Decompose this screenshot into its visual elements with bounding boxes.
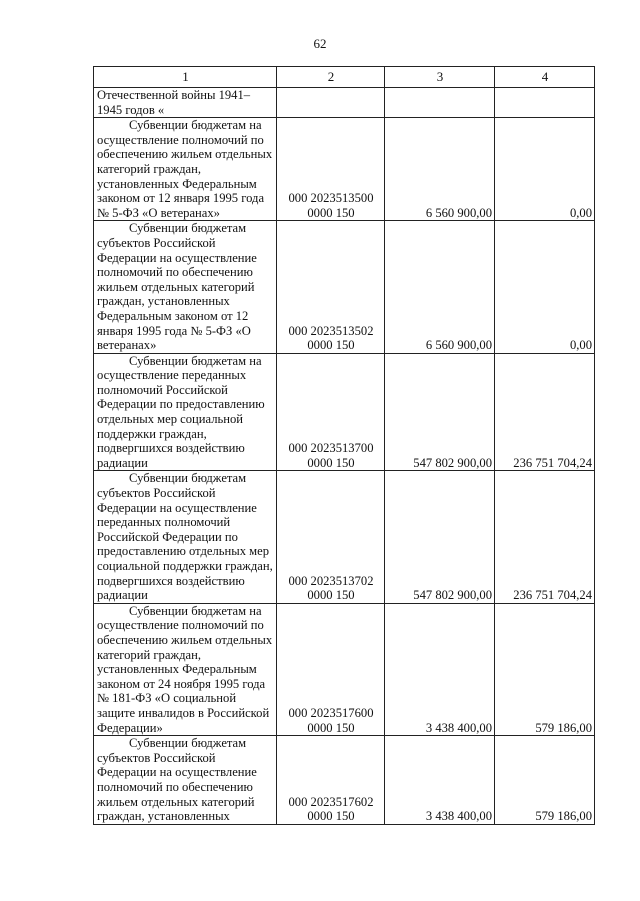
row-name bbox=[94, 471, 277, 603]
row-name-text: Субвенции бюджетам субъектов Российской Федерации на осуществление полномочий по обеспечению жильем отдельных категорий граждан, установленных Федеральным законом от 12 января 1995 года № 5-ФЗ «О ветеранах» bbox=[97, 221, 257, 353]
column-header: 1 bbox=[94, 67, 277, 88]
table-header-row bbox=[94, 67, 595, 88]
page-number: 62 bbox=[313, 36, 327, 51]
table-row bbox=[94, 118, 595, 221]
table-row bbox=[94, 353, 595, 471]
row-sum-planned bbox=[385, 88, 495, 118]
row-name bbox=[94, 118, 277, 221]
column-header: 4 bbox=[495, 67, 595, 88]
table-row bbox=[94, 471, 595, 603]
row-code: 000 2023513700 0000 150 bbox=[277, 353, 385, 471]
row-sum-executed bbox=[495, 88, 595, 118]
table-row bbox=[94, 221, 595, 353]
row-name bbox=[94, 603, 277, 735]
row-code bbox=[277, 88, 385, 118]
row-code: 000 2023513500 0000 150 bbox=[277, 118, 385, 221]
row-code: 000 2023513702 0000 150 bbox=[277, 471, 385, 603]
column-header: 3 bbox=[385, 67, 495, 88]
row-name-text: Субвенции бюджетам субъектов Российской Федерации на осуществление полномочий по обеспечению жильем отдельных категорий граждан, установленных bbox=[97, 736, 257, 824]
row-name-text: Субвенции бюджетам субъектов Российской Федерации на осуществление переданных полномочий Российской Федерации по предоставлению отдельных мер социальной поддержки граждан, подвергшихся воздействию радиации bbox=[97, 471, 273, 603]
row-sum-executed: 579 186,00 bbox=[495, 603, 595, 735]
table-row bbox=[94, 736, 595, 825]
row-sum-planned: 3 438 400,00 bbox=[385, 603, 495, 735]
row-sum-executed: 0,00 bbox=[495, 118, 595, 221]
row-sum-planned: 6 560 900,00 bbox=[385, 221, 495, 353]
row-sum-planned: 547 802 900,00 bbox=[385, 471, 495, 603]
row-name-text: Субвенции бюджетам на осуществление полномочий по обеспечению жильем отдельных категорий граждан, установленных Федеральным законом от 24 ноября 1995 года № 181-ФЗ «О социальной защите инвалидов в Российской Федерации» bbox=[97, 603, 273, 735]
row-sum-executed: 579 186,00 bbox=[495, 736, 595, 825]
row-sum-planned: 3 438 400,00 bbox=[385, 736, 495, 825]
budget-table bbox=[93, 66, 595, 825]
row-sum-planned: 6 560 900,00 bbox=[385, 118, 495, 221]
row-sum-executed: 0,00 bbox=[495, 221, 595, 353]
row-sum-planned: 547 802 900,00 bbox=[385, 353, 495, 471]
row-name-text: Отечественной войны 1941–1945 годов « bbox=[97, 88, 251, 117]
row-name bbox=[94, 736, 277, 825]
row-code: 000 2023517600 0000 150 bbox=[277, 603, 385, 735]
table-row bbox=[94, 88, 595, 118]
row-code: 000 2023513502 0000 150 bbox=[277, 221, 385, 353]
row-name-text: Субвенции бюджетам на осуществление переданных полномочий Российской Федерации по предоставлению отдельных мер социальной поддержки граждан, подвергшихся воздействию радиации bbox=[97, 353, 265, 470]
table-row bbox=[94, 603, 595, 735]
row-sum-executed: 236 751 704,24 bbox=[495, 471, 595, 603]
row-sum-executed: 236 751 704,24 bbox=[495, 353, 595, 471]
row-name bbox=[94, 88, 277, 118]
row-name bbox=[94, 353, 277, 471]
column-header: 2 bbox=[277, 67, 385, 88]
row-code: 000 2023517602 0000 150 bbox=[277, 736, 385, 825]
table-body bbox=[94, 88, 595, 825]
row-name-text: Субвенции бюджетам на осуществление полномочий по обеспечению жильем отдельных категорий граждан, установленных Федеральным законом от 12 января 1995 года № 5-ФЗ «О ветеранах» bbox=[97, 118, 273, 220]
row-name bbox=[94, 221, 277, 353]
